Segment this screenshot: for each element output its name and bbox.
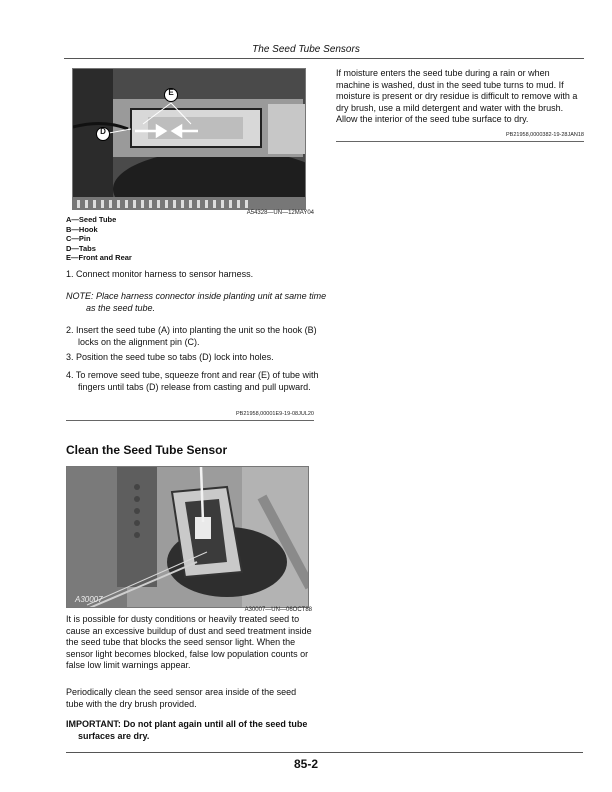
clean-section-heading: Clean the Seed Tube Sensor [66,443,228,457]
moisture-divider [336,141,584,142]
figure1-legend [66,215,132,263]
legend-item: D—Tabs [66,243,96,253]
page-header-title: The Seed Tube Sensors [252,44,360,55]
figure2-code: A30007—UN—06OCT88 [244,607,312,613]
page-number: 85-2 [293,757,319,771]
legend-item: C—Pin [66,234,91,244]
important-warning: IMPORTANT: Do not plant again until all of the seed tube surfaces are dry. [66,719,308,741]
moisture-reference: PB21958,0000382-19-28JAN18 [506,132,584,138]
install-step-3: 3. Position the seed tube so tabs (D) lock into holes. [66,352,274,362]
legend-item: E—Front and Rear [66,253,132,263]
footer-divider [66,752,583,753]
callout-d-label: D [100,127,106,136]
seed-tube-install-photo [72,68,306,210]
clean-paragraph-2: Periodically clean the seed sensor area inside of the seed tube with the dry brush provided. [66,687,297,709]
install-reference: PB21958,00001E9-19-08JUL20 [236,411,314,417]
install-step-1: 1. Connect monitor harness to sensor harness. [66,269,254,279]
install-note: NOTE: Place harness connector inside planting unit at same time as the seed tube. [66,291,327,313]
install-step-4: 4. To remove seed tube, squeeze front and rear (E) of tube with fingers until tabs (D) release from casting and pull upward. [66,370,319,392]
legend-item: B—Hook [66,224,98,234]
moisture-paragraph: If moisture enters the seed tube during a rain or when machine is washed, dust in the seed tube turns to mud. If moisture is present or dry residue is difficult to remove with a dry brush, use a mild detergent and water with the brush. Allow the interior of the seed tube surface to dry. [336,68,578,125]
seed-tube-install-illustration [73,69,306,210]
clean-paragraph-1: It is possible for dusty conditions or heavily treated seed to cause an excessive buildup of dust and seed treatment inside the seed tube that blocks the seed sensor light. When the sensor light becomes blocked, false low population counts or false low limit warnings appear. [66,614,312,671]
photo-id-label: A30007 [75,595,103,604]
install-step-2: 2. Insert the seed tube (A) into planting the unit so the hook (B) locks on the alignment pin (C). [66,325,317,347]
legend-item: A—Seed Tube [66,215,117,224]
seed-tube-cleaning-illustration [67,467,309,608]
figure1-code: A54328—UN—12MAY04 [246,210,314,216]
callout-e-label: E [168,88,174,97]
header-divider [64,58,584,59]
seed-tube-cleaning-photo [66,466,309,608]
install-divider [66,420,314,421]
